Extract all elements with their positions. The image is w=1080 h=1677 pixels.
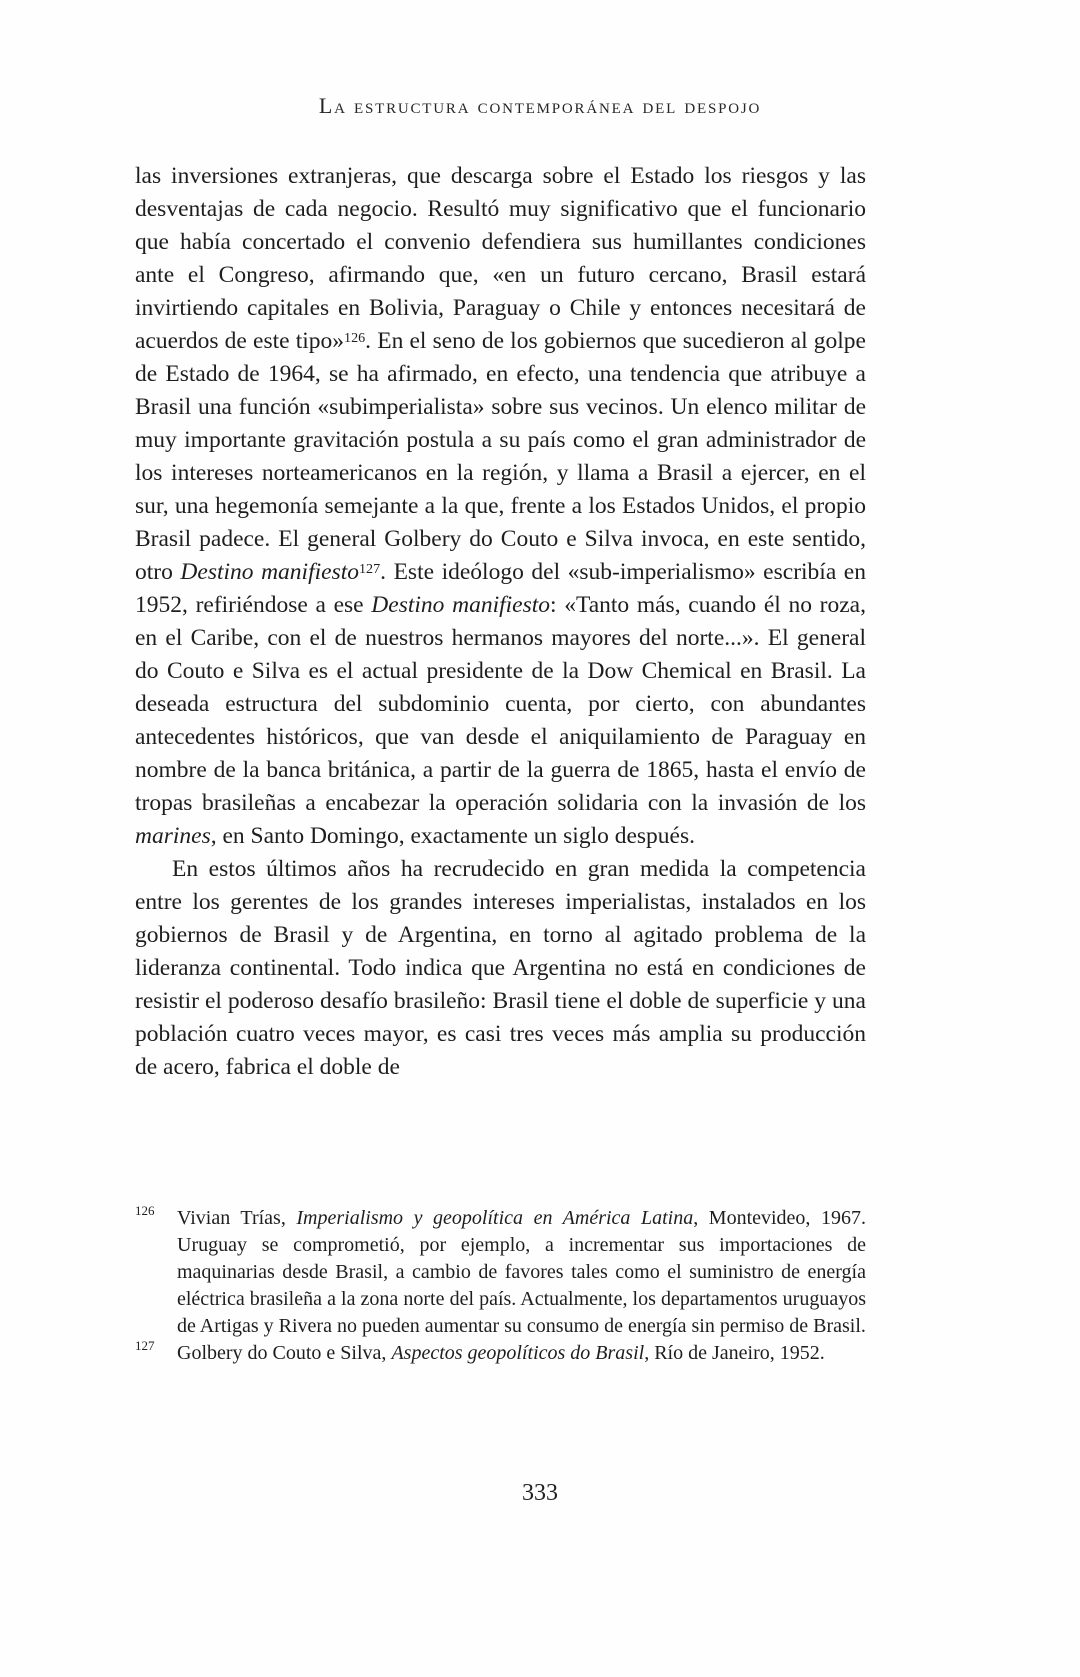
footnote-text: Golbery do Couto e Silva, Aspectos geopolíticos do Brasil, Río de Janeiro, 1952. (177, 1342, 825, 1364)
footnote-126: 126 Vivian Trías, Imperialismo y geopolítica en América Latina, Montevideo, 1967. Uruguay se comprometió, por ejemplo, a incrementar sus importaciones de maquinarias desde Brasil, a cambio de favores tales como el suministro de energía eléctrica brasileña a la zona norte del país. Actualmente, los departamentos uruguayos de Artigas y Rivera no pueden aumentar su consumo de energía sin permiso de Brasil. (135, 1203, 866, 1337)
footnote-text: Vivian Trías, Imperialismo y geopolítica en América Latina, Montevideo, 1967. Uruguay se comprometió, por ejemplo, a incrementar sus importaciones de maquinarias desde Brasil, a cambio de favores tales como el suministro de energía eléctrica brasileña a la zona norte del país. Actualmente, los departamentos uruguayos de Artigas y Rivera no pueden aumentar su consumo de energía sin permiso de Brasil. (177, 1207, 866, 1337)
running-header: La estructura contemporánea del despojo (318, 93, 762, 118)
page-number: 333 (522, 1480, 558, 1506)
footnote-127: 127 Golbery do Couto e Silva, Aspectos geopolíticos do Brasil, Río de Janeiro, 1952. (135, 1338, 825, 1364)
body-paragraph-1: las inversiones extranjeras, que descarga sobre el Estado los riesgos y las desventajas de cada negocio. Resultó muy significativo que el funcionario que había concertado el convenio defendiera sus humillantes condiciones ante el Congreso, afirmando que, «en un futuro cercano, Brasil estará invirtiendo capitales en Bolivia, Paraguay o Chile y entonces necesitará de acuerdos de este tipo»$^{126}$. En el seno de los gobiernos que sucedieron al golpe de Estado de 1964, se ha afirmado, en efecto, una tendencia que atribuye a Brasil una función «subimperialista» sobre sus vecinos. Un elenco militar de muy importante gravitación postula a su país como el gran administrador de los intereses norteamericanos en la región, y llama a Brasil a ejercer, en el sur, una hegemonía semejante a la que, frente a los Estados Unidos, el propio Brasil padece. El general Golbery do Couto e Silva invoca, en este sentido, otro Destino manifiesto$^{127}$. Este ideólogo del «sub-imperialismo» escribía en 1952, refiriéndose a ese Destino manifiesto: «Tanto más, cuando él no roza, en el Caribe, con el de nuestros hermanos mayores del norte...». El general do Couto e Silva es el actual presidente de la Dow Chemical en Brasil. La deseada estructura del subdominio cuenta, por cierto, con abundantes antecedentes históricos, que van desde el aniquilamiento de Paraguay en nombre de la banca británica, a partir de la guerra de 1865, hasta el envío de tropas brasileñas a encabezar la operación solidaria con la invasión de los marines, en Santo Domingo, exactamente un siglo después. (135, 163, 866, 849)
footnotes-section (135, 1205, 866, 1367)
body-text (135, 160, 866, 1084)
body-paragraph-2: En estos últimos años ha recrudecido en gran medida la competencia entre los gerentes de los grandes intereses imperialistas, instalados en los gobiernos de Brasil y de Argentina, en torno al agitado problema de la lideranza continental. Todo indica que Argentina no está en condiciones de resistir el poderoso desafío brasileño: Brasil tiene el doble de superficie y una población cuatro veces mayor, es casi tres veces más amplia su producción de acero, fabrica el doble de (135, 856, 866, 1080)
